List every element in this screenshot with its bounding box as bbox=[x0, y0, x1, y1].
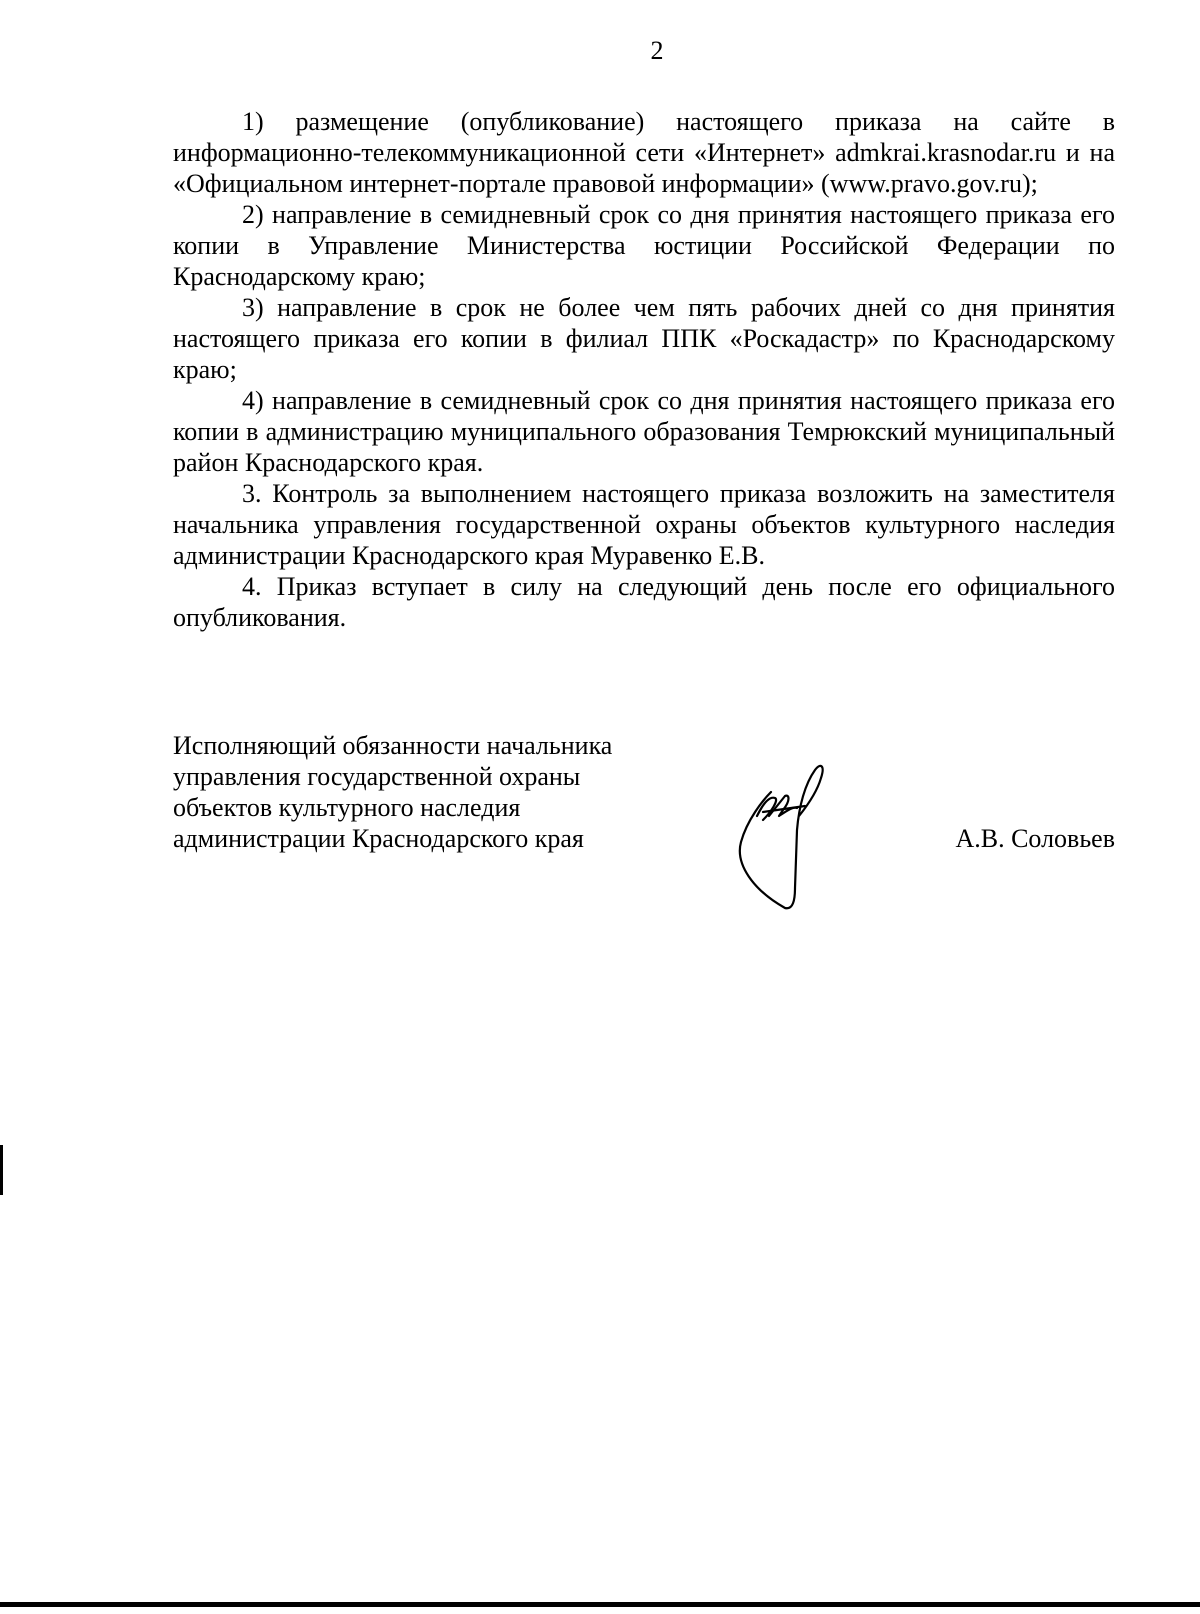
paragraph-control: 3. Контроль за выполнением настоящего приказа возложить на заместителя начальника управления государственной охраны объектов культурного наследия администрации Краснодарского края Муравенко Е.В. bbox=[173, 479, 1115, 570]
signature-block bbox=[173, 730, 1115, 930]
signer-name: А.В. Соловьев bbox=[955, 824, 1115, 853]
handwritten-signature-icon bbox=[733, 760, 843, 910]
paragraph-effective-date: 4. Приказ вступает в силу на следующий день после его официального опубликования. bbox=[173, 572, 1115, 632]
signer-position-line: Исполняющий обязанности начальника bbox=[173, 731, 613, 760]
paragraph-publication: 1) размещение (опубликование) настоящего приказа на сайте в информационно-телекоммуникационной сети «Интернет» admkrai.krasnodar.ru и на «Официальном интернет-портале правовой информации» (www.pravo.gov.ru); bbox=[173, 107, 1115, 198]
signer-position-line: управления государственной охраны bbox=[173, 762, 581, 791]
scan-bottom-edge bbox=[0, 1602, 1200, 1607]
scan-edge-mark bbox=[0, 1145, 3, 1195]
signer-position-line: объектов культурного наследия bbox=[173, 793, 521, 822]
paragraph-municipality: 4) направление в семидневный срок со дня принятия настоящего приказа его копии в администрацию муниципального образования Темрюкский муниципальный район Краснодарского края. bbox=[173, 386, 1115, 477]
page-number: 2 bbox=[650, 36, 664, 65]
signer-position-line: администрации Краснодарского края bbox=[173, 824, 584, 853]
paragraph-justice-ministry: 2) направление в семидневный срок со дня принятия настоящего приказа его копии в Управление Министерства юстиции Российской Федерации по Краснодарскому краю; bbox=[173, 200, 1115, 291]
signer-position bbox=[173, 730, 693, 854]
paragraph-roskadastr: 3) направление в срок не более чем пять рабочих дней со дня принятия настоящего приказа его копии в филиал ППК «Роскадастр» по Краснодарскому краю; bbox=[173, 293, 1115, 384]
document-body bbox=[173, 106, 1115, 633]
